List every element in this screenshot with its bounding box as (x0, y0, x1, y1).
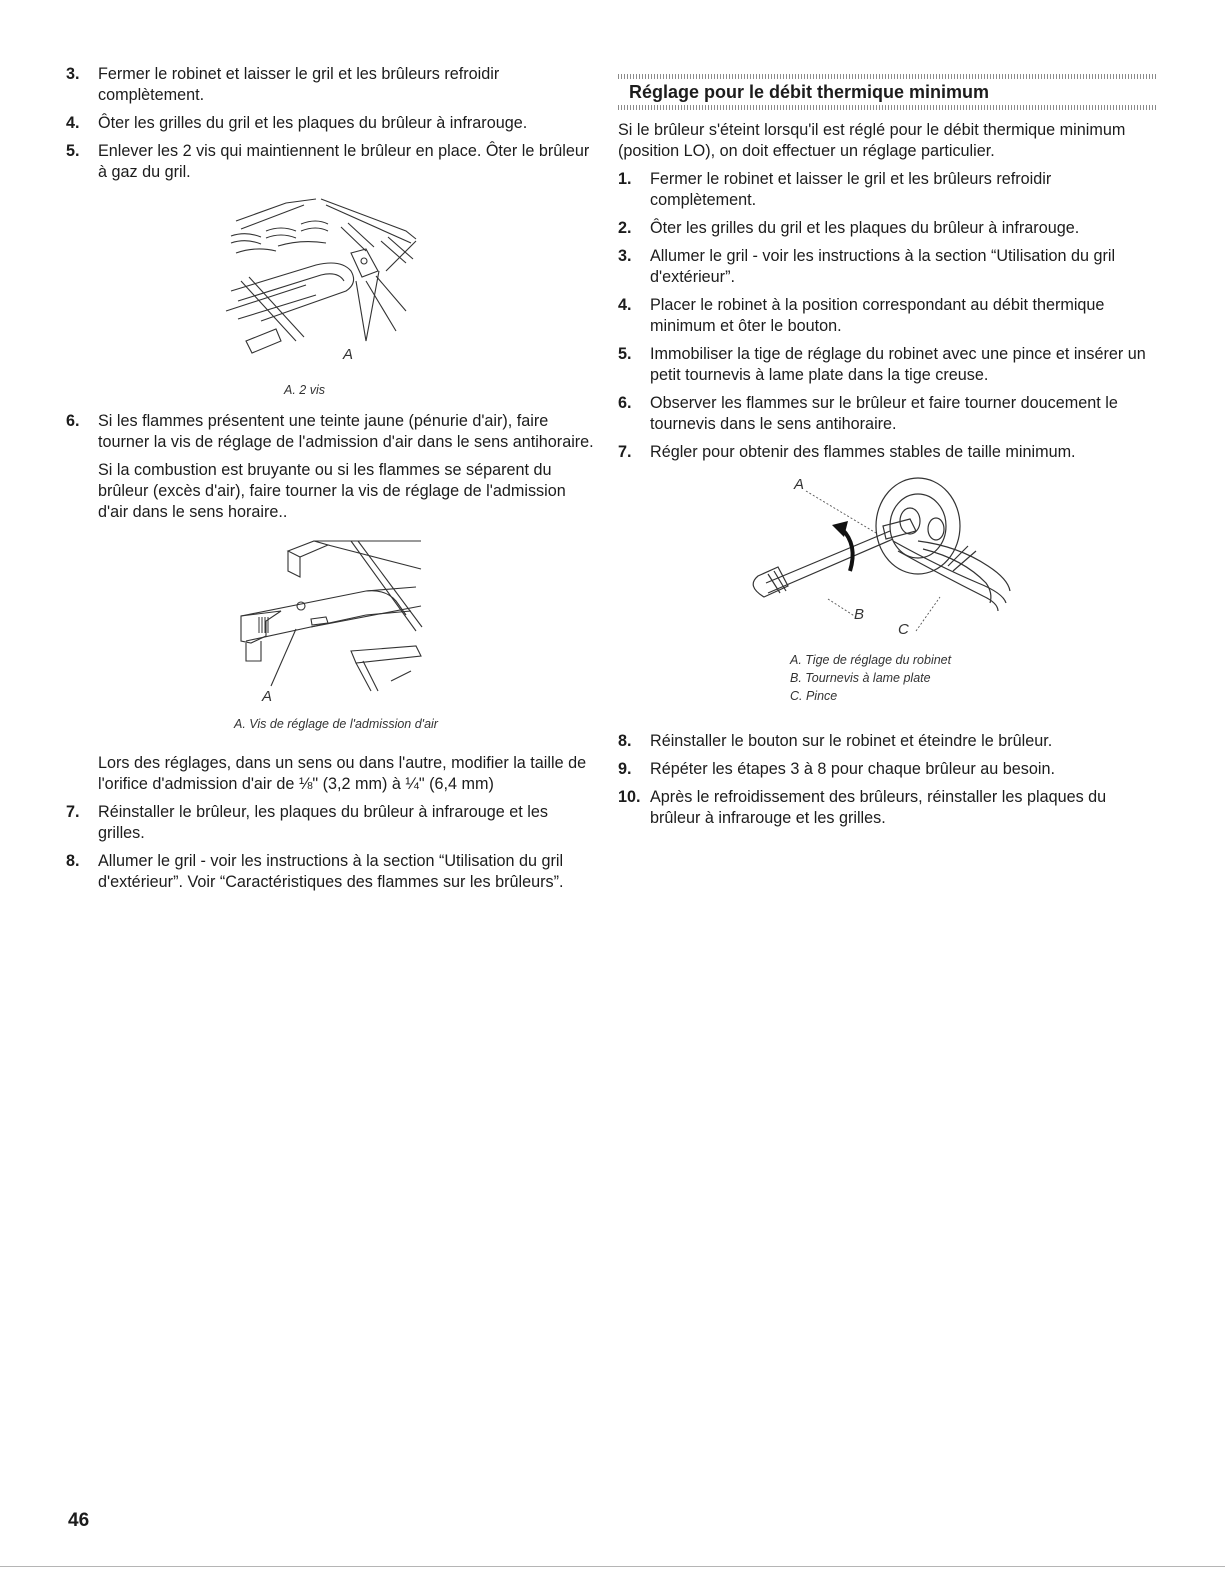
step-text: Fermer le robinet et laisser le gril et les brûleurs refroidir complètement. (650, 170, 1052, 209)
step-text: Ôter les grilles du gril et les plaques du brûleur à infrarouge. (650, 219, 1080, 237)
figure-label-b: B (854, 606, 865, 623)
air-shutter-illustration (66, 531, 596, 716)
section-intro: Si le brûleur s'éteint lorsqu'il est réglé pour le débit thermique minimum (position LO), on doit effectuer un réglage particulier. (618, 121, 1126, 160)
step-number: 9. (618, 760, 632, 778)
step-10 (618, 787, 1156, 829)
step-text: Si les flammes présentent une teinte jaune (pénurie d'air), faire tourner la vis de réglage de l'admission d'air dans le sens antihoraire. (98, 412, 594, 451)
step-3 (618, 246, 1156, 288)
step-text: Allumer le gril - voir les instructions à la section “Utilisation du gril d'extérieur”. Voir “Caractéristiques des flammes sur les brûleurs”. (98, 852, 564, 891)
step-3 (66, 64, 596, 106)
valve-adjustment-illustration (618, 471, 1156, 646)
step-8 (66, 851, 596, 893)
step-6 (66, 411, 596, 453)
step-text: Enlever les 2 vis qui maintiennent le brûleur en place. Ôter le brûleur à gaz du gril. (98, 142, 590, 181)
left-column (66, 64, 596, 900)
step-number: 4. (618, 296, 632, 314)
figure-air-shutter (66, 531, 596, 743)
figure-label-c: C (898, 621, 909, 638)
step-8 (618, 731, 1156, 752)
step-5 (618, 344, 1156, 386)
step-text: Après le refroidissement des brûleurs, réinstaller les plaques du brûleur à infrarouge et les grilles. (650, 788, 1107, 827)
page-number: 46 (68, 1510, 90, 1531)
figure-caption: A. 2 vis (284, 383, 325, 397)
step-4 (66, 113, 596, 134)
step-text: Allumer le gril - voir les instructions à la section “Utilisation du gril d'extérieur”. (650, 247, 1116, 286)
bottom-rule (0, 1566, 1225, 1567)
step-number: 7. (618, 443, 632, 461)
step-9 (618, 759, 1156, 780)
figure-label-a: A (262, 688, 273, 705)
heading-rule-top (618, 74, 1156, 79)
step-text: Répéter les étapes 3 à 8 pour chaque brûleur au besoin. (650, 760, 1055, 778)
burner-screws-illustration (66, 191, 596, 376)
step-6-paragraph: Si la combustion est bruyante ou si les flammes se séparent du brûleur (excès d'air), faire tourner la vis de réglage de l'admission d'air dans le sens horaire.. (98, 461, 566, 521)
step-7 (66, 802, 596, 844)
figure-valve-adjustment (618, 471, 1156, 721)
right-column (618, 68, 1156, 836)
figure-caption-a: A. Tige de réglage du robinet (790, 653, 952, 667)
step-2 (618, 218, 1156, 239)
step-text: Réinstaller le brûleur, les plaques du brûleur à infrarouge et les grilles. (98, 803, 548, 842)
figure-label-a: A (794, 476, 805, 493)
step-number: 2. (618, 219, 632, 237)
section-heading: Réglage pour le débit thermique minimum (629, 82, 990, 102)
step-number: 6. (66, 412, 80, 430)
step-7 (618, 442, 1156, 463)
step-text: Placer le robinet à la position correspondant au débit thermique minimum et ôter le bouton. (650, 296, 1105, 335)
section-heading-band (618, 68, 1156, 110)
step-1 (618, 169, 1156, 211)
step-number: 5. (66, 142, 80, 160)
figure-caption-c: C. Pince (790, 689, 838, 703)
step-text: Fermer le robinet et laisser le gril et les brûleurs refroidir complètement. (98, 65, 500, 104)
step-4 (618, 295, 1156, 337)
step-text: Immobiliser la tige de réglage du robinet avec une pince et insérer un petit tournevis à lame plate dans la tige creuse. (650, 345, 1146, 384)
step-number: 7. (66, 803, 80, 821)
step-number: 8. (66, 852, 80, 870)
step-text: Observer les flammes sur le brûleur et faire tourner doucement le tournevis dans le sens antihoraire. (650, 394, 1118, 433)
step-number: 1. (618, 170, 632, 188)
step-5 (66, 141, 596, 183)
figure-captions (790, 651, 951, 705)
figure-label-a: A (343, 346, 354, 363)
step-text: Régler pour obtenir des flammes stables de taille minimum. (650, 443, 1076, 461)
figure-burner-screws (66, 191, 596, 401)
step-number: 8. (618, 732, 632, 750)
step-number: 3. (66, 65, 80, 83)
step-6-note: Lors des réglages, dans un sens ou dans l'autre, modifier la taille de l'orifice d'admission d'air de ⅛" (3,2 mm) à ¼" (6,4 mm) (98, 754, 587, 793)
step-number: 5. (618, 345, 632, 363)
step-6 (618, 393, 1156, 435)
step-number: 4. (66, 114, 80, 132)
step-text: Ôter les grilles du gril et les plaques du brûleur à infrarouge. (98, 114, 528, 132)
step-number: 3. (618, 247, 632, 265)
step-number: 6. (618, 394, 632, 412)
figure-caption: A. Vis de réglage de l'admission d'air (234, 717, 438, 731)
figure-caption-b: B. Tournevis à lame plate (790, 671, 931, 685)
step-number: 10. (618, 788, 641, 806)
heading-rule-bottom (618, 105, 1156, 110)
step-text: Réinstaller le bouton sur le robinet et éteindre le brûleur. (650, 732, 1053, 750)
